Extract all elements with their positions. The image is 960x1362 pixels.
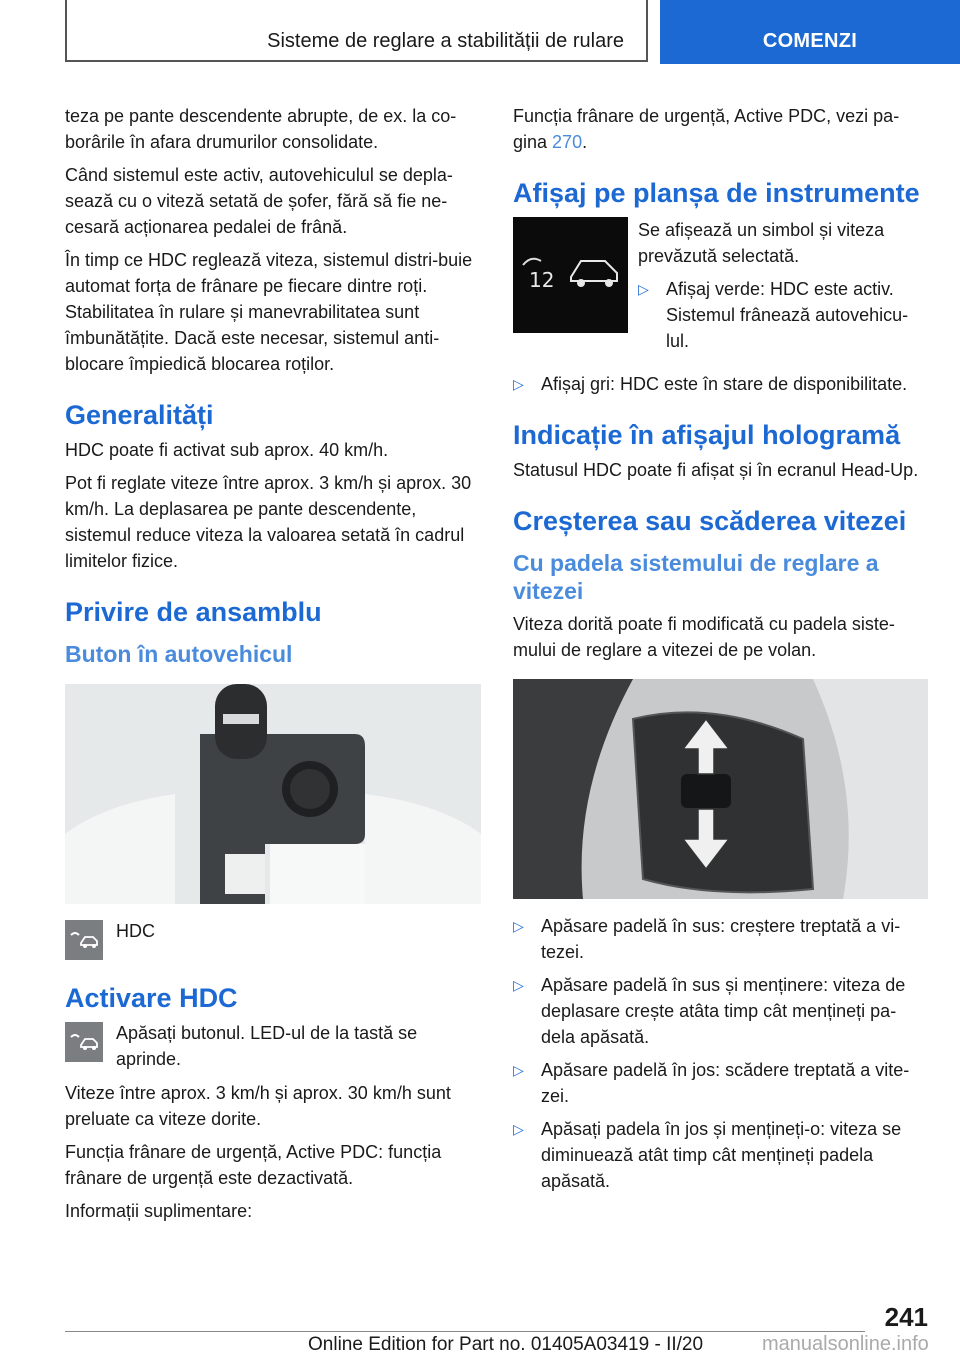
cluster-display-image [513, 217, 628, 333]
bullet-triangle-icon: ▷ [513, 1121, 524, 1137]
steering-paddle-illustration [513, 679, 928, 899]
bullet-triangle-icon: ▷ [513, 1062, 524, 1078]
cluster-text-block [638, 217, 928, 361]
hdc-symbol-label: HDC [116, 921, 155, 941]
heading-activate-hdc: Activare HDC [65, 983, 238, 1013]
heading-paddle: Cu padela sistemului de reglare a vitezei [513, 550, 879, 604]
heading-hud: Indicație în afișajul hologramă [513, 420, 901, 450]
activate-text: Apăsați butonul. LED-ul de la tastă se aprinde. [116, 1023, 418, 1069]
paragraph: Funcția frânare de urgență, Active PDC, vezi pa-gina 270. [513, 106, 900, 152]
header-box [65, 0, 648, 62]
bullet-triangle-icon: ▷ [513, 376, 524, 392]
left-column [65, 103, 481, 1231]
heading-instrument-cluster: Afișaj pe planșa de instrumente [513, 178, 920, 208]
heading-overview: Privire de ansamblu [65, 597, 322, 627]
paragraph: Informații suplimentare: [65, 1201, 253, 1221]
hdc-icon [65, 920, 103, 960]
center-console-illustration [65, 684, 481, 904]
page-link[interactable]: 270 [552, 132, 583, 152]
paragraph: Pot fi reglate viteze între aprox. 3 km/h și aprox. 30 km/h. La deplasarea pe pante descendente, sistemul reduce viteza la valoarea setată în cadrul limitelor fizice. [65, 473, 472, 571]
footer-edition: Online Edition for Part no. 01405A03419 - II/20 [308, 1334, 704, 1355]
section-title: Sisteme de reglare a stabilității de rulare [267, 30, 624, 52]
page-number: 241 [884, 1302, 928, 1332]
footer-divider [65, 1331, 865, 1332]
paragraph: teza pe pante descendente abrupte, de ex. la co-borârile în afara drumurilor consolidate. [65, 106, 457, 152]
hdc-button-icon [65, 1022, 103, 1062]
steering-paddle-photo [513, 679, 928, 899]
chapter-tab-label: COMENZI [762, 30, 858, 52]
bullet-triangle-icon: ▷ [638, 281, 649, 297]
footer-watermark: manualsonline.info [762, 1333, 929, 1355]
paragraph: Viteze între aprox. 3 km/h și aprox. 30 km/h sunt preluate ca viteze dorite. [65, 1083, 451, 1129]
bullet-item: ▷ Afișaj gri: HDC este în stare de disponibilitate. [513, 371, 928, 397]
paragraph: Viteza dorită poate fi modificată cu padela siste-mului de reglare a vitezei de pe volan. [513, 614, 895, 660]
bullet-item: ▷ Apăsați padela în jos și mențineți-o: viteza se diminuează atât timp cât mențineți padela apăsată. [513, 1116, 928, 1194]
chapter-tab [660, 0, 960, 64]
bullet-item: ▷ Apăsare padelă în sus: creștere treptată a vi-tezei. [513, 913, 928, 965]
activate-row [65, 1020, 481, 1072]
cluster-speed: 12 [529, 268, 555, 292]
paragraph: HDC poate fi activat sub aprox. 40 km/h. [65, 440, 389, 460]
heading-button-in-car: Buton în autovehicul [65, 641, 293, 667]
paragraph: Se afișează un simbol și viteza prevăzută selectată. [638, 220, 885, 266]
hdc-symbol-row [65, 918, 481, 960]
cluster-row [513, 217, 928, 361]
paragraph: Când sistemul este activ, autovehiculul se depla-sează cu o viteză setată de șofer, fără să fie ne-cesară acționarea pedalei de frână. [65, 165, 453, 237]
bullet-triangle-icon: ▷ [513, 918, 524, 934]
right-column [513, 103, 928, 1201]
paragraph: În timp ce HDC reglează viteza, sistemul distri-buie automat forța de frânare pe fiecare dintre roți. Stabilitatea în rulare și manevrabilitatea sunt îmbunătățite. Dacă este necesar, sistemul anti-blocare împiedică blocarea roților. [65, 250, 473, 374]
paragraph: Funcția frânare de urgență, Active PDC: funcția frânare de urgență este dezactivată. [65, 1142, 442, 1188]
bullet-item: ▷ Apăsare padelă în sus și menținere: viteza de deplasare crește atâta timp cât mențineți pa-dela apăsată. [513, 972, 928, 1050]
bullet-item: ▷ Apăsare padelă în jos: scădere treptată a vite-zei. [513, 1057, 928, 1109]
heading-general: Generalități [65, 400, 214, 430]
bullet-item: ▷ Afișaj verde: HDC este activ. Sistemul frânează autovehicu-lul. [638, 276, 928, 354]
center-console-photo [65, 684, 481, 904]
hdc-car-icon [571, 261, 617, 287]
heading-speed-change: Creșterea sau scăderea vitezei [513, 506, 907, 536]
paragraph: Statusul HDC poate fi afișat și în ecranul Head-Up. [513, 460, 919, 480]
bullet-triangle-icon: ▷ [513, 977, 524, 993]
